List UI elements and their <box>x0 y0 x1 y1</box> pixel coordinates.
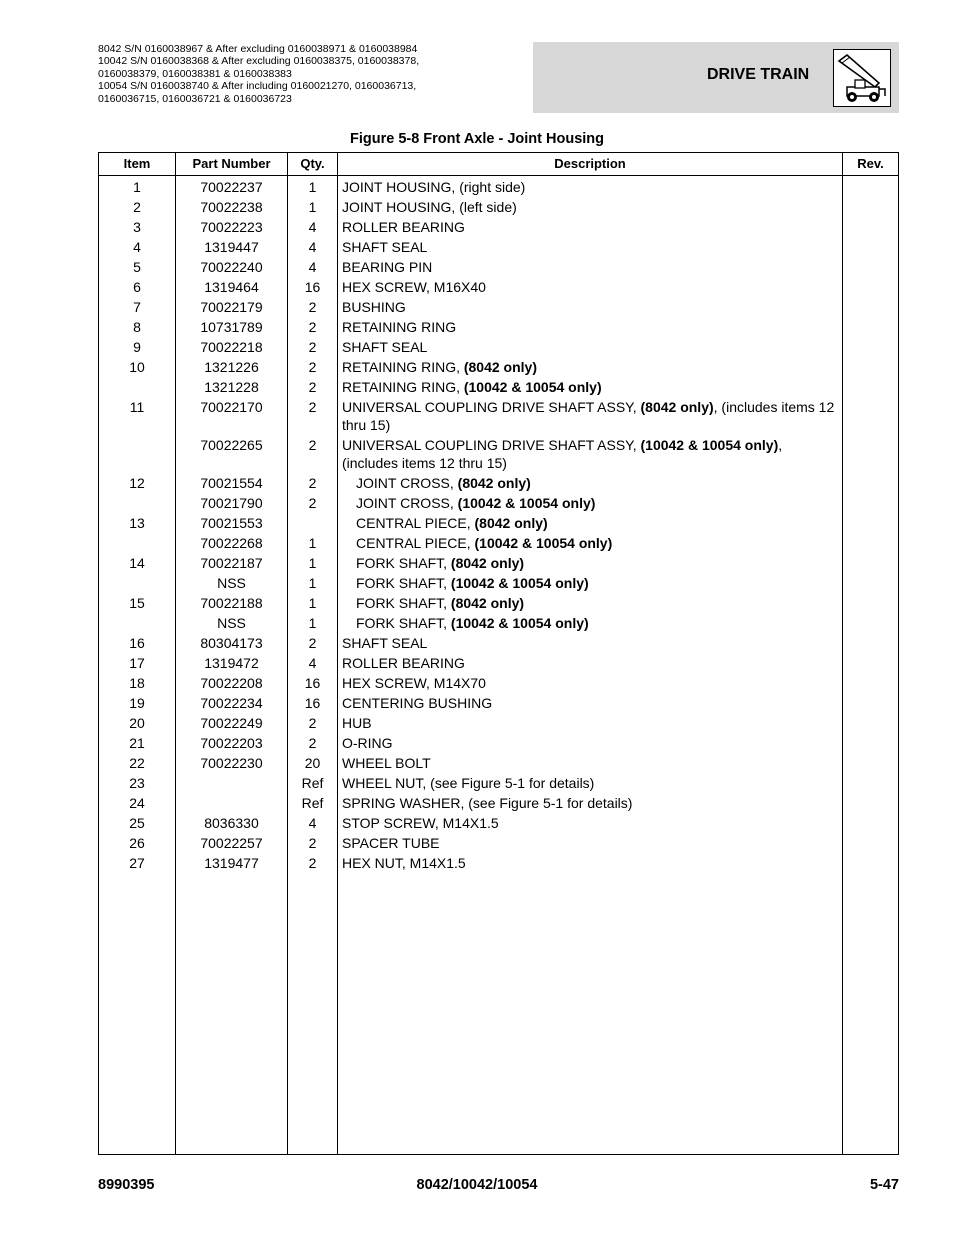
model-qualifier: (10042 & 10054 only) <box>450 575 589 591</box>
description-text: RETAINING RING, <box>342 359 464 375</box>
description <box>342 397 842 435</box>
table-row <box>99 633 898 653</box>
item-number: 3 <box>133 219 141 235</box>
item-number: 23 <box>129 775 145 791</box>
part-number: 70022208 <box>200 675 263 691</box>
part-number: 70022268 <box>200 535 263 551</box>
part-number: 70021554 <box>200 475 263 491</box>
table-row <box>99 473 898 493</box>
description-text: ROLLER BEARING <box>342 655 465 671</box>
quantity: 1 <box>308 595 317 611</box>
description <box>342 673 842 693</box>
part-number: 1319477 <box>204 855 259 871</box>
quantity: 2 <box>308 715 317 731</box>
part-number: 70022238 <box>200 199 263 215</box>
part-number: 1319447 <box>204 239 259 255</box>
quantity: 4 <box>308 239 317 255</box>
table-row <box>99 733 898 753</box>
description-text: RETAINING RING <box>342 319 457 335</box>
part-number: 70022234 <box>200 695 263 711</box>
model-qualifier: (10042 & 10054 only) <box>463 379 602 395</box>
quantity: 1 <box>308 199 317 215</box>
item-number: 9 <box>133 339 141 355</box>
description-text: WHEEL BOLT <box>342 755 431 771</box>
part-number: 70022188 <box>200 595 263 611</box>
quantity: 4 <box>308 259 317 275</box>
description <box>342 833 842 853</box>
quantity: 2 <box>308 835 317 851</box>
item-number: 21 <box>129 735 145 751</box>
model-qualifier: (10042 & 10054 only) <box>640 437 779 453</box>
description <box>342 197 842 217</box>
description-text: BEARING PIN <box>342 259 433 275</box>
description <box>342 277 842 297</box>
footer-model-numbers: 8042/10042/10054 <box>416 1177 538 1193</box>
table-row <box>99 397 898 435</box>
description <box>342 493 842 513</box>
table-row <box>99 217 898 237</box>
quantity: 2 <box>308 475 317 491</box>
serial-line: 8042 S/N 0160038967 & After excluding 0160038971 & 0160038984 <box>98 43 418 55</box>
item-number: 27 <box>129 855 145 871</box>
part-number: 70022265 <box>200 437 263 453</box>
description <box>342 693 842 713</box>
model-qualifier: (10042 & 10054 only) <box>450 615 589 631</box>
description <box>342 357 842 377</box>
description-text: CENTRAL PIECE, <box>356 515 475 531</box>
model-qualifier: (8042 only) <box>450 595 525 611</box>
table-row <box>99 813 898 833</box>
description-text: , (includes items 12 thru 15) <box>342 399 835 433</box>
item-number: 10 <box>129 359 145 375</box>
description <box>342 317 842 337</box>
quantity: 16 <box>304 695 321 711</box>
quantity: 1 <box>308 555 317 571</box>
table-row <box>99 257 898 277</box>
description-text: JOINT HOUSING, (left side) <box>342 199 517 215</box>
item-number: 16 <box>129 635 145 651</box>
table-row <box>99 357 898 377</box>
table-row <box>99 177 898 197</box>
description <box>342 553 842 573</box>
column-header-item: Item <box>123 156 151 171</box>
section-title: DRIVE TRAIN <box>707 66 810 83</box>
model-qualifier: (8042 only) <box>450 555 525 571</box>
description-text: FORK SHAFT, <box>356 615 451 631</box>
section-header-box <box>533 42 899 113</box>
part-number: 1319472 <box>204 655 259 671</box>
item-number: 18 <box>129 675 145 691</box>
description <box>342 593 842 613</box>
quantity: 4 <box>308 815 317 831</box>
part-number: 70022249 <box>200 715 263 731</box>
table-row <box>99 237 898 257</box>
description <box>342 297 842 317</box>
description-text: FORK SHAFT, <box>356 555 451 571</box>
footer-page-number: 5-47 <box>869 1177 899 1193</box>
description <box>342 793 842 813</box>
part-number: 1319464 <box>204 279 259 295</box>
description <box>342 853 842 873</box>
item-number: 15 <box>129 595 145 611</box>
quantity: 2 <box>308 299 317 315</box>
part-number: NSS <box>217 575 246 591</box>
description-text: SHAFT SEAL <box>342 339 428 355</box>
model-qualifier: (8042 only) <box>474 515 548 531</box>
description-text: FORK SHAFT, <box>356 595 451 611</box>
table-row <box>99 337 898 357</box>
description-text: SPACER TUBE <box>342 835 440 851</box>
description <box>342 435 842 473</box>
description-text: CENTERING BUSHING <box>342 695 493 711</box>
item-number: 6 <box>133 279 141 295</box>
description <box>342 773 842 793</box>
description <box>342 257 842 277</box>
description-text: HEX NUT, M14X1.5 <box>342 855 466 871</box>
quantity: 1 <box>308 575 317 591</box>
description-text: JOINT CROSS, <box>356 475 458 491</box>
model-qualifier: (10042 & 10054 only) <box>474 535 613 551</box>
parts-table <box>98 152 899 1155</box>
model-qualifier: (10042 & 10054 only) <box>457 495 596 511</box>
description-text: ROLLER BEARING <box>342 219 465 235</box>
table-row <box>99 833 898 853</box>
description <box>342 573 842 593</box>
item-number: 14 <box>129 555 145 571</box>
description <box>342 217 842 237</box>
description-text: , (includes items 12 thru 15) <box>342 437 783 471</box>
description <box>342 177 842 197</box>
description <box>342 533 842 553</box>
part-number: 70022257 <box>200 835 263 851</box>
quantity: 2 <box>308 379 317 395</box>
item-number: 22 <box>129 755 145 771</box>
table-row <box>99 793 898 813</box>
serial-line: 10042 S/N 0160038368 & After excluding 0160038375, 0160038378, <box>98 55 420 68</box>
item-number: 7 <box>133 299 141 315</box>
description-text: WHEEL NUT, (see Figure 5-1 for details) <box>342 775 595 791</box>
table-row <box>99 553 898 573</box>
description-text: JOINT HOUSING, (right side) <box>342 179 526 195</box>
item-number: 8 <box>133 319 141 335</box>
part-number: 1321226 <box>204 359 259 375</box>
part-number: 80304173 <box>200 635 263 651</box>
quantity: 2 <box>308 495 317 511</box>
quantity: 2 <box>308 319 317 335</box>
description-text: HEX SCREW, M14X70 <box>342 675 486 691</box>
description-text: SHAFT SEAL <box>342 239 428 255</box>
quantity: 2 <box>308 855 317 871</box>
quantity: 1 <box>308 615 317 631</box>
item-number: 25 <box>129 815 145 831</box>
description-text: RETAINING RING, <box>342 379 464 395</box>
quantity: 4 <box>308 655 317 671</box>
description <box>342 377 842 397</box>
table-row <box>99 673 898 693</box>
description <box>342 653 842 673</box>
item-number: 4 <box>133 239 141 255</box>
quantity: 20 <box>304 755 321 771</box>
quantity: Ref <box>301 795 324 811</box>
quantity: 1 <box>308 179 317 195</box>
part-number: 1321228 <box>204 379 259 395</box>
table-row <box>99 297 898 317</box>
description-text: UNIVERSAL COUPLING DRIVE SHAFT ASSY, <box>342 399 641 415</box>
serial-line: 0160036715, 0160036721 & 0160036723 <box>98 92 292 105</box>
footer-document-number: 8990395 <box>98 1177 155 1193</box>
quantity: 2 <box>308 635 317 651</box>
description-text: O-RING <box>342 735 393 751</box>
description <box>342 753 842 773</box>
table-row <box>99 435 898 473</box>
description <box>342 733 842 753</box>
table-row <box>99 573 898 593</box>
description <box>342 337 842 357</box>
part-number: 70022218 <box>200 339 263 355</box>
part-number: 70022187 <box>200 555 263 571</box>
table-row <box>99 853 898 873</box>
description <box>342 237 842 257</box>
item-number: 26 <box>129 835 145 851</box>
part-number: 70022230 <box>200 755 263 771</box>
figure-title: Figure 5-8 Front Axle - Joint Housing <box>349 131 605 147</box>
table-row <box>99 533 898 553</box>
part-number: 70022223 <box>200 219 263 235</box>
quantity: 2 <box>308 359 317 375</box>
table-row <box>99 277 898 297</box>
column-header-rev: Rev. <box>857 156 884 171</box>
telehandler-icon <box>833 49 891 107</box>
description <box>342 633 842 653</box>
table-row <box>99 713 898 733</box>
item-number: 2 <box>133 199 141 215</box>
column-header-qty: Qty. <box>300 156 325 171</box>
quantity: 16 <box>304 675 321 691</box>
part-number: 70022237 <box>200 179 263 195</box>
table-row <box>99 613 898 633</box>
part-number: 70022240 <box>200 259 263 275</box>
part-number: 10731789 <box>200 319 263 335</box>
column-header-part-number: Part Number <box>192 156 271 171</box>
serial-line: 10054 S/N 0160038740 & After including 0160021270, 0160036713, <box>98 80 417 93</box>
item-number: 12 <box>129 475 145 491</box>
part-number: 70022179 <box>200 299 263 315</box>
item-number: 11 <box>129 399 145 415</box>
part-number: 70022203 <box>200 735 263 751</box>
description <box>342 513 842 533</box>
quantity: 16 <box>304 279 321 295</box>
table-row <box>99 773 898 793</box>
quantity: 2 <box>308 399 317 415</box>
item-number: 20 <box>129 715 145 731</box>
model-qualifier: (8042 only) <box>463 359 537 375</box>
table-row <box>99 693 898 713</box>
item-number: 13 <box>129 515 145 531</box>
description-text: JOINT CROSS, <box>356 495 458 511</box>
part-number: 70021553 <box>200 515 263 531</box>
model-qualifier: (8042 only) <box>457 475 531 491</box>
model-qualifier: (8042 only) <box>640 399 714 415</box>
item-number: 19 <box>129 695 145 711</box>
table-row <box>99 317 898 337</box>
table-row <box>99 653 898 673</box>
description <box>342 813 842 833</box>
table-row <box>99 377 898 397</box>
part-number: 8036330 <box>204 815 259 831</box>
table-row <box>99 513 898 533</box>
description-text: SHAFT SEAL <box>342 635 428 651</box>
item-number: 1 <box>133 179 141 195</box>
table-row <box>99 753 898 773</box>
table-body <box>99 175 898 873</box>
description <box>342 473 842 493</box>
item-number: 17 <box>129 655 145 671</box>
item-number: 5 <box>133 259 141 275</box>
description-text: BUSHING <box>342 299 406 315</box>
quantity: 2 <box>308 437 317 453</box>
part-number: 70021790 <box>200 495 263 511</box>
table-row <box>99 197 898 217</box>
description-text: UNIVERSAL COUPLING DRIVE SHAFT ASSY, <box>342 437 641 453</box>
table-row <box>99 493 898 513</box>
description-text: HUB <box>342 715 372 731</box>
description-text: HEX SCREW, M16X40 <box>342 279 486 295</box>
part-number: NSS <box>217 615 246 631</box>
description-text: STOP SCREW, M14X1.5 <box>342 815 499 831</box>
quantity: 1 <box>308 535 317 551</box>
quantity: 2 <box>308 339 317 355</box>
description-text: CENTRAL PIECE, <box>356 535 475 551</box>
item-number: 24 <box>129 795 145 811</box>
part-number: 70022170 <box>200 399 263 415</box>
column-header-description: Description <box>554 156 626 171</box>
table-row <box>99 593 898 613</box>
quantity: 4 <box>308 219 317 235</box>
quantity: Ref <box>301 775 324 791</box>
description-text: FORK SHAFT, <box>356 575 451 591</box>
description <box>342 713 842 733</box>
description <box>342 613 842 633</box>
serial-line: 0160038379, 0160038381 & 0160038383 <box>98 67 292 80</box>
serial-number-block <box>98 43 518 105</box>
description-text: SPRING WASHER, (see Figure 5-1 for details) <box>342 795 633 811</box>
quantity: 2 <box>308 735 317 751</box>
